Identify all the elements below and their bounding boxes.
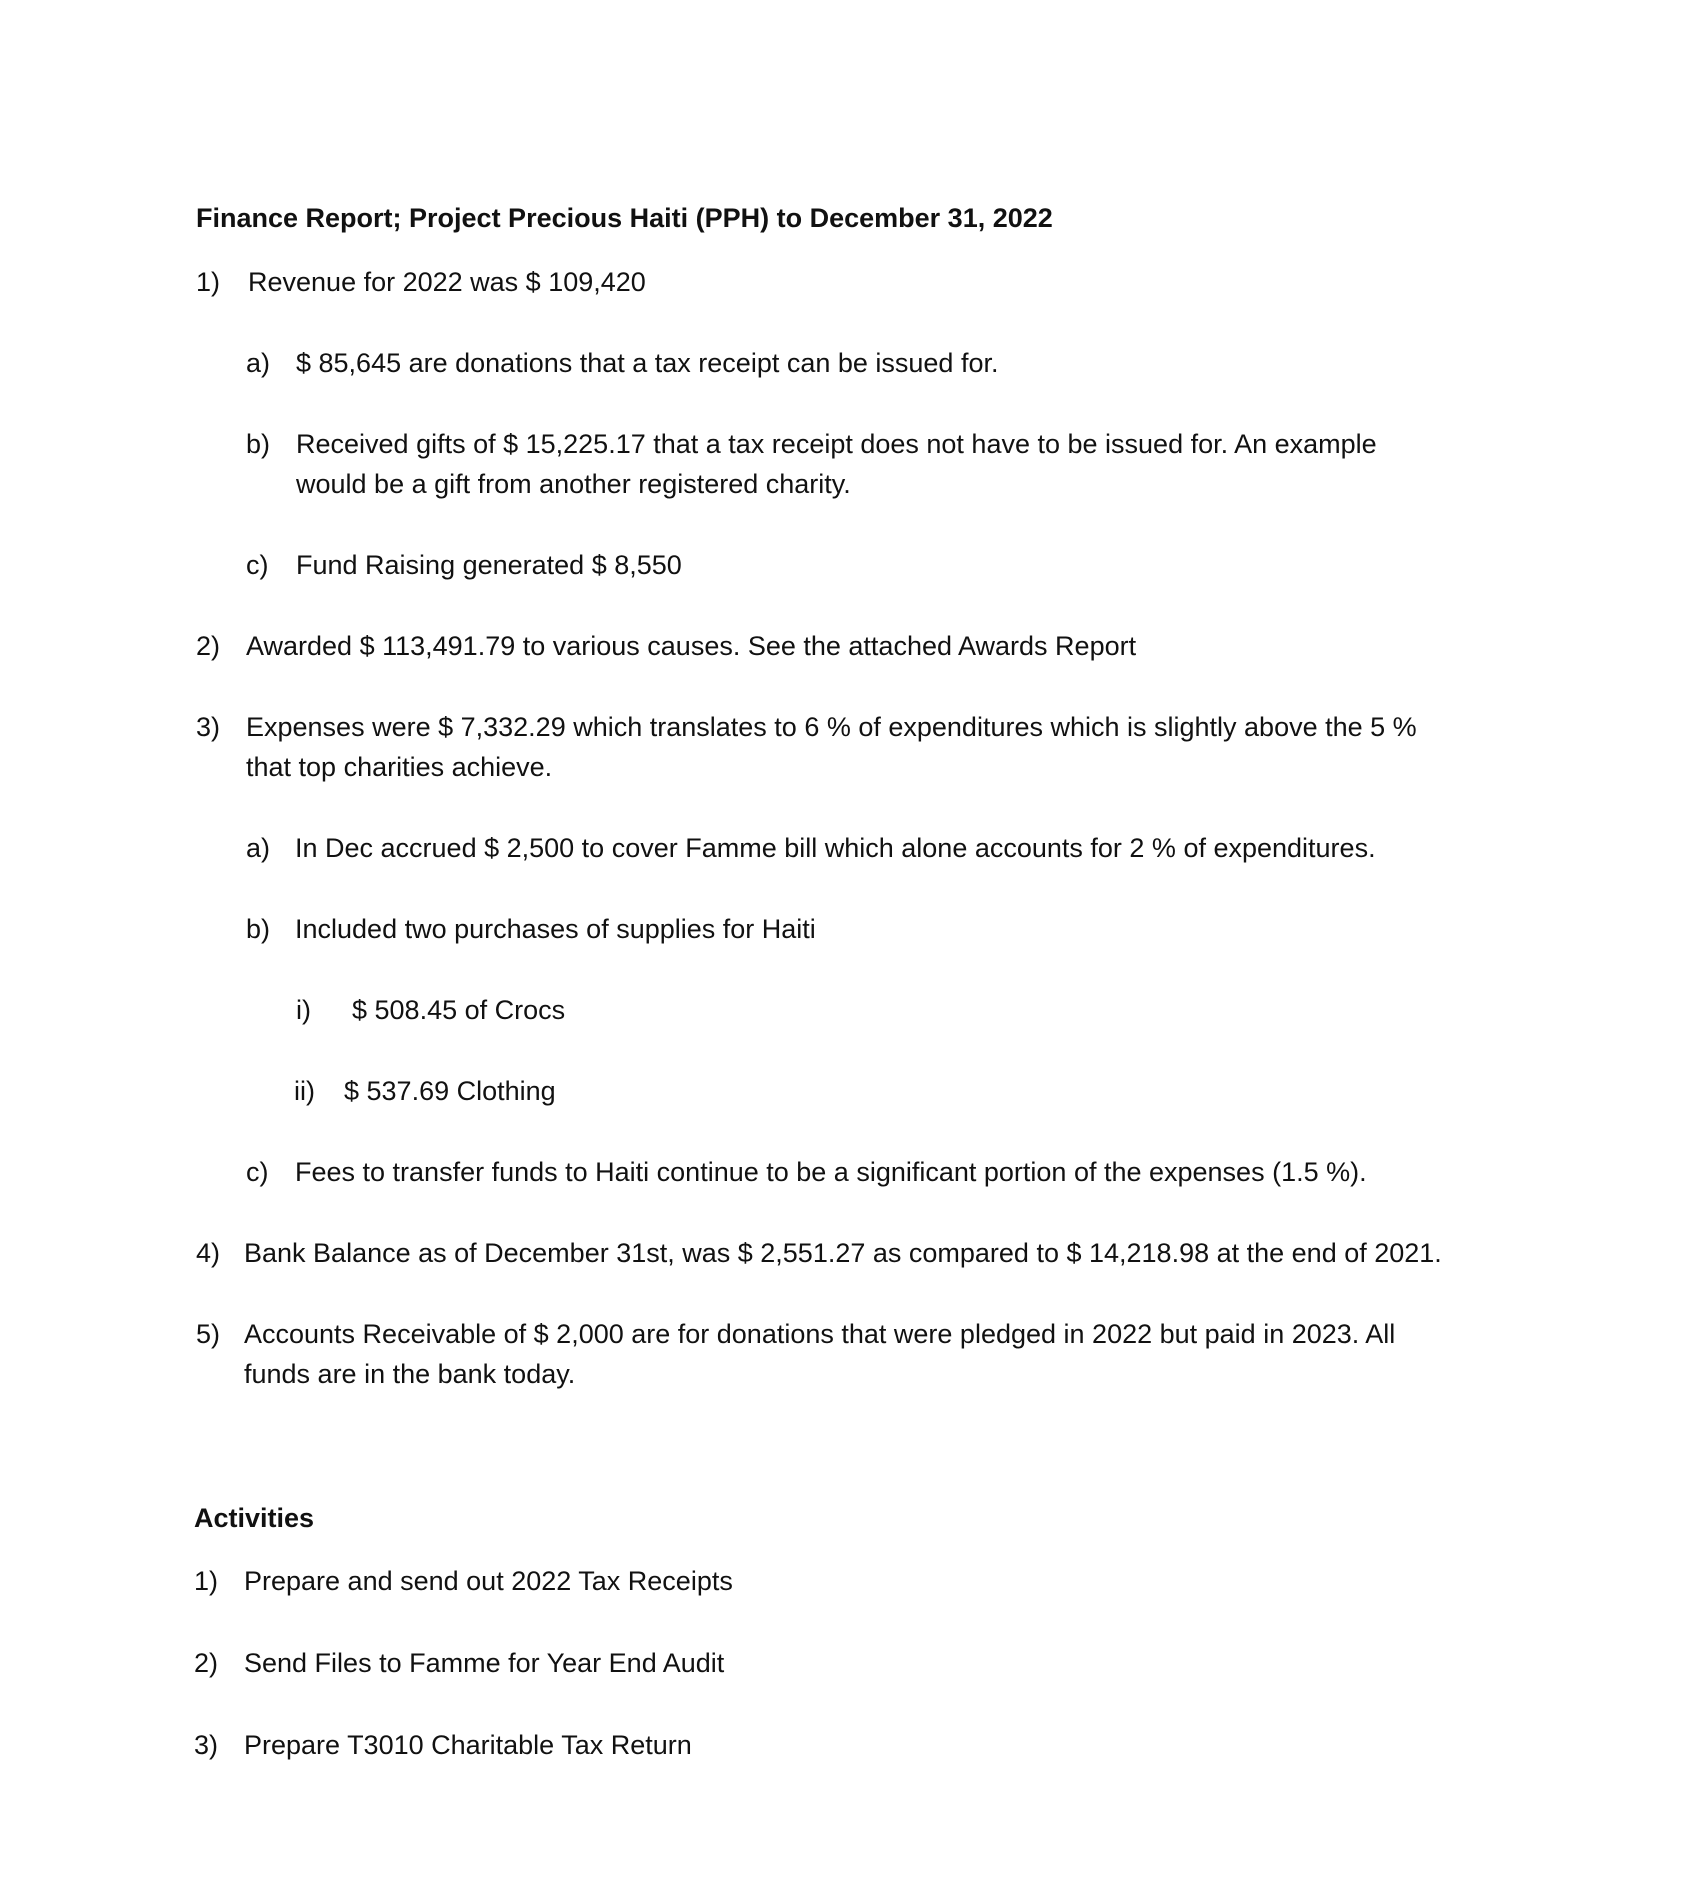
item-1-text: Revenue for 2022 was $ 109,420 bbox=[248, 267, 646, 297]
item-3a-text: In Dec accrued $ 2,500 to cover Famme bill which alone accounts for 2 % of expenditures. bbox=[295, 833, 1376, 863]
activity-1-marker: 1) bbox=[194, 1566, 219, 1596]
item-5-marker: 5) bbox=[196, 1319, 221, 1349]
item-4-marker: 4) bbox=[196, 1238, 221, 1268]
item-3-text-line1: Expenses were $ 7,332.29 which translates to 6 % of expenditures which is slightly above the 5 % bbox=[246, 712, 1417, 742]
item-3a-marker: a) bbox=[246, 833, 271, 863]
activity-2-marker: 2) bbox=[194, 1648, 219, 1678]
item-2-text: Awarded $ 113,491.79 to various causes. See the attached Awards Report bbox=[246, 631, 1137, 661]
item-3c-text: Fees to transfer funds to Haiti continue to be a significant portion of the expenses (1.5 %). bbox=[295, 1157, 1367, 1187]
activity-3-marker: 3) bbox=[194, 1730, 219, 1760]
item-3c-marker: c) bbox=[246, 1157, 269, 1187]
item-3bi-marker: i) bbox=[296, 995, 311, 1025]
item-1b-text-line2: would be a gift from another registered charity. bbox=[296, 469, 851, 499]
item-1a-marker: a) bbox=[246, 348, 271, 378]
item-3b-marker: b) bbox=[246, 914, 271, 944]
item-3bii-text: $ 537.69 Clothing bbox=[344, 1076, 556, 1106]
activity-3-text: Prepare T3010 Charitable Tax Return bbox=[244, 1730, 692, 1760]
activity-2-text: Send Files to Famme for Year End Audit bbox=[244, 1648, 725, 1678]
item-3bi-text: $ 508.45 of Crocs bbox=[352, 995, 566, 1025]
item-3-marker: 3) bbox=[196, 712, 221, 742]
item-1a-text: $ 85,645 are donations that a tax receipt can be issued for. bbox=[296, 348, 999, 378]
item-4-text: Bank Balance as of December 31st, was $ 2,551.27 as compared to $ 14,218.98 at the end of 2021. bbox=[244, 1238, 1442, 1268]
activities-heading: Activities bbox=[194, 1503, 315, 1533]
item-1b-text-line1: Received gifts of $ 15,225.17 that a tax receipt does not have to be issued for. An example bbox=[296, 429, 1377, 459]
item-2-marker: 2) bbox=[196, 631, 221, 661]
item-3bii-marker: ii) bbox=[294, 1076, 315, 1106]
item-1b-marker: b) bbox=[246, 429, 271, 459]
item-1c-text: Fund Raising generated $ 8,550 bbox=[296, 550, 682, 580]
item-3-text-line2: that top charities achieve. bbox=[246, 752, 553, 782]
activity-1-text: Prepare and send out 2022 Tax Receipts bbox=[244, 1566, 733, 1596]
item-1-marker: 1) bbox=[196, 267, 221, 297]
item-1c-marker: c) bbox=[246, 550, 269, 580]
item-5-text-line1: Accounts Receivable of $ 2,000 are for donations that were pledged in 2022 but paid in 2023. All bbox=[244, 1319, 1396, 1349]
report-title: Finance Report; Project Precious Haiti (PPH) to December 31, 2022 bbox=[196, 203, 1053, 233]
item-5-text-line2: funds are in the bank today. bbox=[244, 1359, 576, 1389]
item-3b-text: Included two purchases of supplies for Haiti bbox=[295, 914, 816, 944]
